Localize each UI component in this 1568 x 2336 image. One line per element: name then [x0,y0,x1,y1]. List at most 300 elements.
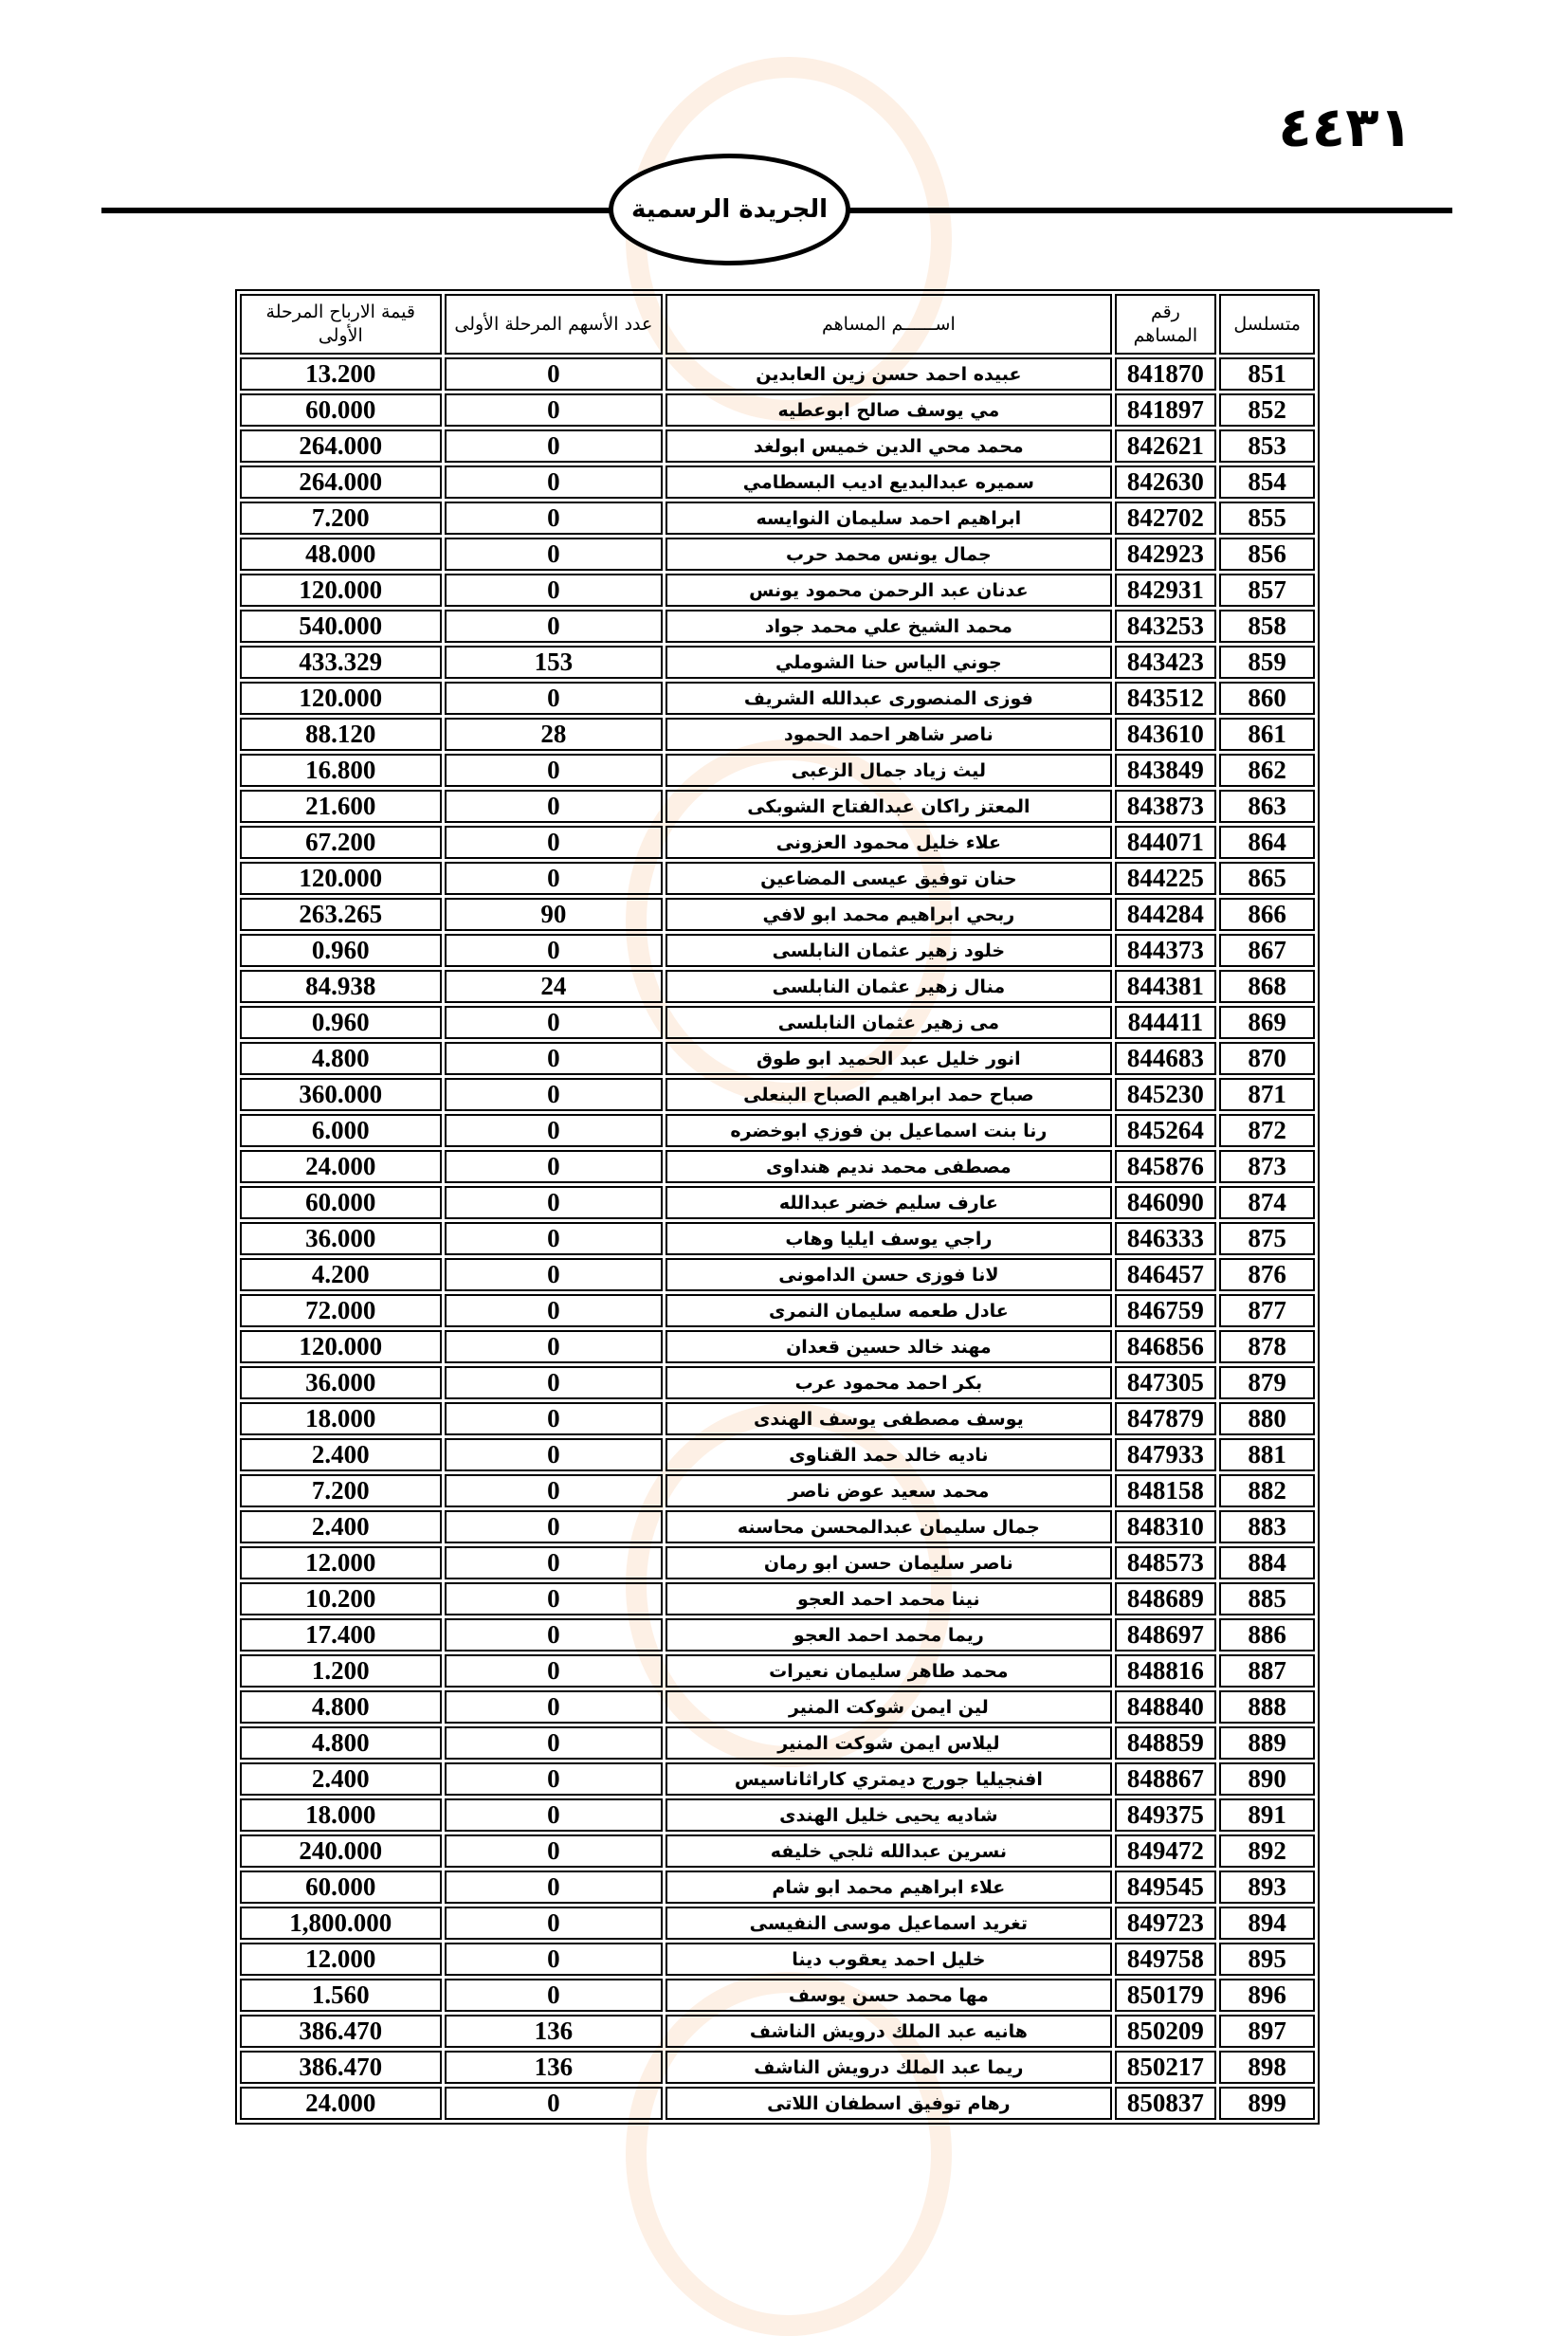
shares-count-cell: 0 [445,610,664,643]
shareholder-number-cell: 844071 [1115,826,1217,859]
shareholder-name-cell: مها محمد حسن يوسف [665,1979,1111,2012]
shareholder-name-cell: ربحي ابراهيم محمد ابو لافي [665,898,1111,931]
table-row [240,1474,1315,1507]
serial-cell: 851 [1219,357,1315,391]
shareholder-name-cell: ناصر شاهر احمد الحمود [665,718,1111,751]
shareholder-number-cell: 849545 [1115,1871,1217,1904]
table-row [240,826,1315,859]
shareholder-number-cell: 844683 [1115,1042,1217,1075]
shares-count-cell: 0 [445,1762,664,1796]
serial-cell: 872 [1219,1114,1315,1147]
shareholder-name-cell: عارف سليم خضر عبدالله [665,1186,1111,1219]
shares-count-cell: 0 [445,1222,664,1255]
shares-count-cell: 153 [445,646,664,679]
shareholder-name-cell: علاء خليل محمود العزونى [665,826,1111,859]
dividends-value-cell: 0.960 [240,1006,442,1039]
shares-count-cell: 0 [445,502,664,535]
shareholder-name-cell: خلود زهير عثمان النابلسى [665,934,1111,967]
dividends-value-cell: 1.560 [240,1979,442,2012]
shareholder-name-cell: محمد محي الدين خميس ابولغد [665,429,1111,463]
shares-count-cell: 0 [445,1654,664,1688]
shares-count-cell: 136 [445,2051,664,2084]
shareholder-name-cell: محمد سعيد عوض ناصر [665,1474,1111,1507]
shareholder-name-cell: عدنان عبد الرحمن محمود يونس [665,574,1111,607]
serial-cell: 876 [1219,1258,1315,1291]
shares-count-cell: 0 [445,1943,664,1976]
shareholder-number-cell: 848697 [1115,1618,1217,1652]
dividends-value-cell: 18.000 [240,1798,442,1832]
serial-cell: 860 [1219,682,1315,715]
shareholder-name-cell: شاديه يحيى خليل الهندى [665,1798,1111,1832]
shareholder-name-cell: حنان توفيق عيسى المضاعين [665,862,1111,895]
shares-count-cell: 0 [445,1979,664,2012]
shares-count-cell: 0 [445,1690,664,1724]
table-row [240,898,1315,931]
dividends-value-cell: 1.200 [240,1654,442,1688]
shares-count-cell: 0 [445,1078,664,1111]
shares-count-cell: 0 [445,1726,664,1760]
shareholder-number-cell: 842931 [1115,574,1217,607]
dividends-value-cell: 24.000 [240,2087,442,2120]
shareholder-name-cell: ريما محمد احمد العجو [665,1618,1111,1652]
dividends-value-cell: 1,800.000 [240,1907,442,1940]
serial-cell: 856 [1219,538,1315,571]
table-row [240,538,1315,571]
serial-cell: 871 [1219,1078,1315,1111]
shareholder-name-cell: ليلاس ايمن شوكت المنير [665,1726,1111,1760]
serial-cell: 873 [1219,1150,1315,1183]
serial-cell: 882 [1219,1474,1315,1507]
shareholder-name-cell: عبيده احمد حسن زين العابدين [665,357,1111,391]
dividends-value-cell: 24.000 [240,1150,442,1183]
dividends-value-cell: 240.000 [240,1834,442,1868]
shareholder-number-cell: 848573 [1115,1546,1217,1579]
page-number: ٤٤٣١ [1278,95,1413,159]
header-shares-count: عدد الأسهم المرحلة الأولى [445,294,664,355]
dividends-value-cell: 120.000 [240,682,442,715]
shareholder-name-cell: عادل طعمه سليمان النمرى [665,1294,1111,1327]
shares-count-cell: 0 [445,1546,664,1579]
shares-count-cell: 0 [445,465,664,499]
shares-count-cell: 0 [445,1150,664,1183]
table-row [240,1871,1315,1904]
shareholder-name-cell: بكر احمد محمود عرب [665,1366,1111,1399]
serial-cell: 899 [1219,2087,1315,2120]
dividends-value-cell: 7.200 [240,502,442,535]
dividends-value-cell: 13.200 [240,357,442,391]
shareholder-number-cell: 845876 [1115,1150,1217,1183]
table-row [240,465,1315,499]
shareholder-number-cell: 848840 [1115,1690,1217,1724]
table-row [240,1402,1315,1435]
shares-count-cell: 0 [445,1438,664,1471]
serial-cell: 894 [1219,1907,1315,1940]
serial-cell: 887 [1219,1654,1315,1688]
serial-cell: 886 [1219,1618,1315,1652]
shareholder-number-cell: 848867 [1115,1762,1217,1796]
table-row [240,970,1315,1003]
shareholder-name-cell: سميره عبدالبديع اديب البسطامي [665,465,1111,499]
shares-count-cell: 0 [445,1258,664,1291]
table-row [240,1582,1315,1615]
serial-cell: 890 [1219,1762,1315,1796]
shares-count-cell: 136 [445,2015,664,2048]
dividends-value-cell: 2.400 [240,1762,442,1796]
serial-cell: 889 [1219,1726,1315,1760]
shares-count-cell: 0 [445,1402,664,1435]
shareholder-name-cell: مهند خالد حسين قعدان [665,1330,1111,1363]
dividends-value-cell: 360.000 [240,1078,442,1111]
table-row [240,1546,1315,1579]
dividends-value-cell: 88.120 [240,718,442,751]
table-row [240,1330,1315,1363]
shareholder-name-cell: نينا محمد احمد العجو [665,1582,1111,1615]
shareholder-name-cell: نسرين عبدالله ثلجي خليفه [665,1834,1111,1868]
table-row [240,790,1315,823]
header-shareholder-name: اســــــم المساهم [665,294,1111,355]
shares-count-cell: 0 [445,1510,664,1543]
serial-cell: 864 [1219,826,1315,859]
serial-cell: 897 [1219,2015,1315,2048]
dividends-value-cell: 67.200 [240,826,442,859]
shareholder-number-cell: 846333 [1115,1222,1217,1255]
shareholder-name-cell: جمال يونس محمد حرب [665,538,1111,571]
dividends-value-cell: 4.800 [240,1690,442,1724]
shares-count-cell: 90 [445,898,664,931]
shareholder-number-cell: 848158 [1115,1474,1217,1507]
shareholder-number-cell: 849723 [1115,1907,1217,1940]
dividends-value-cell: 2.400 [240,1438,442,1471]
dividends-value-cell: 4.800 [240,1726,442,1760]
dividends-value-cell: 48.000 [240,538,442,571]
shareholder-name-cell: مصطفى محمد نديم هنداوى [665,1150,1111,1183]
dividends-value-cell: 10.200 [240,1582,442,1615]
shareholder-name-cell: جمال سليمان عبدالمحسن محاسنه [665,1510,1111,1543]
table-row [240,1654,1315,1688]
dividends-value-cell: 120.000 [240,574,442,607]
shareholder-name-cell: ريما عبد الملك درويش الناشف [665,2051,1111,2084]
table-row [240,682,1315,715]
gazette-title: الجريدة الرسمية [631,195,828,224]
dividends-value-cell: 120.000 [240,862,442,895]
serial-cell: 875 [1219,1222,1315,1255]
shares-count-cell: 0 [445,538,664,571]
table-row [240,1222,1315,1255]
dividends-value-cell: 17.400 [240,1618,442,1652]
shares-count-cell: 0 [445,1582,664,1615]
table-row [240,2087,1315,2120]
dividends-value-cell: 12.000 [240,1943,442,1976]
serial-cell: 861 [1219,718,1315,751]
shares-count-cell: 0 [445,2087,664,2120]
table-row [240,610,1315,643]
dividends-value-cell: 264.000 [240,429,442,463]
table-row [240,1150,1315,1183]
shareholder-number-cell: 850837 [1115,2087,1217,2120]
dividends-value-cell: 18.000 [240,1402,442,1435]
shares-count-cell: 0 [445,1114,664,1147]
table-row [240,1006,1315,1039]
shareholder-name-cell: صباح حمد ابراهيم الصباح البنعلى [665,1078,1111,1111]
serial-cell: 868 [1219,970,1315,1003]
shareholder-number-cell: 849758 [1115,1943,1217,1976]
shareholder-number-cell: 843849 [1115,754,1217,787]
table-header-row [240,294,1315,355]
shareholder-number-cell: 850179 [1115,1979,1217,2012]
shares-count-cell: 0 [445,1330,664,1363]
shareholder-name-cell: خليل احمد يعقوب دينا [665,1943,1111,1976]
dividends-value-cell: 4.200 [240,1258,442,1291]
dividends-value-cell: 60.000 [240,1871,442,1904]
shares-count-cell: 0 [445,357,664,391]
shareholder-name-cell: راجي يوسف ايليا وهاب [665,1222,1111,1255]
shareholder-number-cell: 847305 [1115,1366,1217,1399]
shares-count-cell: 0 [445,790,664,823]
table-row [240,862,1315,895]
shares-count-cell: 0 [445,1907,664,1940]
serial-cell: 880 [1219,1402,1315,1435]
header-dividends-value: قيمة الارباح المرحلة الأولى [240,294,442,355]
shares-count-cell: 0 [445,1834,664,1868]
serial-cell: 857 [1219,574,1315,607]
shareholder-number-cell: 846090 [1115,1186,1217,1219]
dividends-value-cell: 0.960 [240,934,442,967]
serial-cell: 878 [1219,1330,1315,1363]
shares-count-cell: 0 [445,1294,664,1327]
shareholder-number-cell: 844284 [1115,898,1217,931]
shareholder-name-cell: مي يوسف صالح ابوعطيه [665,393,1111,427]
table-row [240,1798,1315,1832]
shareholder-name-cell: ليث زياد جمال الزعبى [665,754,1111,787]
shares-count-cell: 0 [445,754,664,787]
shareholder-name-cell: محمد طاهر سليمان نعيرات [665,1654,1111,1688]
shareholder-number-cell: 848310 [1115,1510,1217,1543]
dividends-value-cell: 60.000 [240,1186,442,1219]
dividends-value-cell: 540.000 [240,610,442,643]
table-row [240,1979,1315,2012]
shareholder-name-cell: منال زهير عثمان النابلسى [665,970,1111,1003]
dividends-value-cell: 21.600 [240,790,442,823]
shareholder-number-cell: 844381 [1115,970,1217,1003]
dividends-value-cell: 263.265 [240,898,442,931]
serial-cell: 858 [1219,610,1315,643]
dividends-value-cell: 120.000 [240,1330,442,1363]
shares-count-cell: 0 [445,1042,664,1075]
dividends-value-cell: 84.938 [240,970,442,1003]
shareholder-name-cell: يوسف مصطفى يوسف الهندى [665,1402,1111,1435]
shareholder-name-cell: علاء ابراهيم محمد ابو شام [665,1871,1111,1904]
dividends-value-cell: 72.000 [240,1294,442,1327]
shareholder-name-cell: المعتز راكان عبدالفتاح الشوبكى [665,790,1111,823]
header-serial: متسلسل [1219,294,1315,355]
serial-cell: 884 [1219,1546,1315,1579]
serial-cell: 865 [1219,862,1315,895]
table-row [240,646,1315,679]
shares-count-cell: 0 [445,934,664,967]
dividends-value-cell: 2.400 [240,1510,442,1543]
shareholder-name-cell: ناصر سليمان حسن ابو رمان [665,1546,1111,1579]
shares-count-cell: 0 [445,1474,664,1507]
shareholder-number-cell: 847879 [1115,1402,1217,1435]
table-row [240,393,1315,427]
serial-cell: 877 [1219,1294,1315,1327]
shareholder-number-cell: 842923 [1115,538,1217,571]
shares-count-cell: 0 [445,1186,664,1219]
shareholder-number-cell: 846457 [1115,1258,1217,1291]
table-row [240,1438,1315,1471]
shares-count-cell: 0 [445,574,664,607]
table-row [240,1114,1315,1147]
table-row [240,1078,1315,1111]
shareholder-number-cell: 843610 [1115,718,1217,751]
shares-count-cell: 0 [445,682,664,715]
table-row [240,1907,1315,1940]
shares-count-cell: 0 [445,393,664,427]
shareholder-name-cell: جوني الياس حنا الشوملي [665,646,1111,679]
shareholder-number-cell: 842702 [1115,502,1217,535]
shareholder-number-cell: 848859 [1115,1726,1217,1760]
serial-cell: 885 [1219,1582,1315,1615]
serial-cell: 859 [1219,646,1315,679]
table-row [240,754,1315,787]
dividends-value-cell: 36.000 [240,1366,442,1399]
shareholder-name-cell: رنا بنت اسماعيل بن فوزي ابوخضره [665,1114,1111,1147]
shareholder-number-cell: 843423 [1115,646,1217,679]
shareholder-number-cell: 843512 [1115,682,1217,715]
table-row [240,1690,1315,1724]
shareholder-number-cell: 841870 [1115,357,1217,391]
table-row [240,1042,1315,1075]
header-shareholder-number: رقم المساهم [1115,294,1217,355]
shareholder-number-cell: 843253 [1115,610,1217,643]
table-row [240,357,1315,391]
serial-cell: 892 [1219,1834,1315,1868]
shareholder-number-cell: 845230 [1115,1078,1217,1111]
dividends-value-cell: 264.000 [240,465,442,499]
serial-cell: 891 [1219,1798,1315,1832]
serial-cell: 888 [1219,1690,1315,1724]
serial-cell: 855 [1219,502,1315,535]
table-row [240,1366,1315,1399]
shareholder-name-cell: لين ايمن شوكت المنير [665,1690,1111,1724]
shareholder-number-cell: 848816 [1115,1654,1217,1688]
dividends-value-cell: 12.000 [240,1546,442,1579]
serial-cell: 870 [1219,1042,1315,1075]
shares-count-cell: 0 [445,1006,664,1039]
shareholder-number-cell: 848689 [1115,1582,1217,1615]
table-row [240,1258,1315,1291]
table-row [240,1726,1315,1760]
shareholder-name-cell: محمد الشيخ علي محمد جواد [665,610,1111,643]
shareholder-name-cell: هانيه عبد الملك درويش الناشف [665,2015,1111,2048]
serial-cell: 867 [1219,934,1315,967]
table-row [240,502,1315,535]
dividends-value-cell: 36.000 [240,1222,442,1255]
serial-cell: 893 [1219,1871,1315,1904]
table-row [240,429,1315,463]
shareholder-number-cell: 842630 [1115,465,1217,499]
serial-cell: 879 [1219,1366,1315,1399]
serial-cell: 881 [1219,1438,1315,1471]
shareholder-number-cell: 846759 [1115,1294,1217,1327]
serial-cell: 863 [1219,790,1315,823]
header-oval [609,154,850,265]
shareholder-number-cell: 849472 [1115,1834,1217,1868]
table-row [240,934,1315,967]
shares-count-cell: 0 [445,826,664,859]
dividends-value-cell: 60.000 [240,393,442,427]
serial-cell: 852 [1219,393,1315,427]
table-row [240,2015,1315,2048]
dividends-value-cell: 433.329 [240,646,442,679]
shareholders-table [235,289,1320,2125]
shares-count-cell: 28 [445,718,664,751]
shares-count-cell: 0 [445,429,664,463]
shareholder-number-cell: 847933 [1115,1438,1217,1471]
shareholder-number-cell: 844411 [1115,1006,1217,1039]
shareholder-name-cell: لانا فوزى حسن الدامونى [665,1258,1111,1291]
shares-count-cell: 0 [445,1366,664,1399]
dividends-value-cell: 386.470 [240,2015,442,2048]
serial-cell: 874 [1219,1186,1315,1219]
shareholder-name-cell: رهام توفيق اسطفان اللاتى [665,2087,1111,2120]
table-row [240,1294,1315,1327]
shareholder-number-cell: 846856 [1115,1330,1217,1363]
shareholder-number-cell: 845264 [1115,1114,1217,1147]
shareholder-name-cell: انور خليل عبد الحميد ابو طوق [665,1042,1111,1075]
shares-count-cell: 0 [445,1618,664,1652]
dividends-value-cell: 6.000 [240,1114,442,1147]
shareholder-number-cell: 850209 [1115,2015,1217,2048]
shareholder-name-cell: افنجيليا جورج ديمتري كاراثاناسيس [665,1762,1111,1796]
shareholder-number-cell: 841897 [1115,393,1217,427]
serial-cell: 896 [1219,1979,1315,2012]
table-row [240,718,1315,751]
serial-cell: 895 [1219,1943,1315,1976]
serial-cell: 853 [1219,429,1315,463]
shareholder-name-cell: فوزى المنصورى عبدالله الشريف [665,682,1111,715]
table-row [240,1943,1315,1976]
dividends-value-cell: 4.800 [240,1042,442,1075]
dividends-value-cell: 16.800 [240,754,442,787]
shares-count-cell: 0 [445,862,664,895]
serial-cell: 883 [1219,1510,1315,1543]
dividends-value-cell: 386.470 [240,2051,442,2084]
shareholder-number-cell: 842621 [1115,429,1217,463]
shares-count-cell: 0 [445,1871,664,1904]
table-row [240,1510,1315,1543]
table-row [240,1618,1315,1652]
serial-cell: 854 [1219,465,1315,499]
dividends-value-cell: 7.200 [240,1474,442,1507]
shares-count-cell: 0 [445,1798,664,1832]
serial-cell: 866 [1219,898,1315,931]
serial-cell: 862 [1219,754,1315,787]
table-row [240,1186,1315,1219]
shareholder-name-cell: تغريد اسماعيل موسى النفيسى [665,1907,1111,1940]
shareholder-number-cell: 850217 [1115,2051,1217,2084]
table-row [240,2051,1315,2084]
serial-cell: 898 [1219,2051,1315,2084]
shares-count-cell: 24 [445,970,664,1003]
table-row [240,1834,1315,1868]
shareholder-number-cell: 844373 [1115,934,1217,967]
table-row [240,1762,1315,1796]
shareholder-name-cell: ابراهيم احمد سليمان النوايسه [665,502,1111,535]
shareholder-number-cell: 844225 [1115,862,1217,895]
shareholder-name-cell: ناديه خالد حمد القناوى [665,1438,1111,1471]
table-row [240,574,1315,607]
